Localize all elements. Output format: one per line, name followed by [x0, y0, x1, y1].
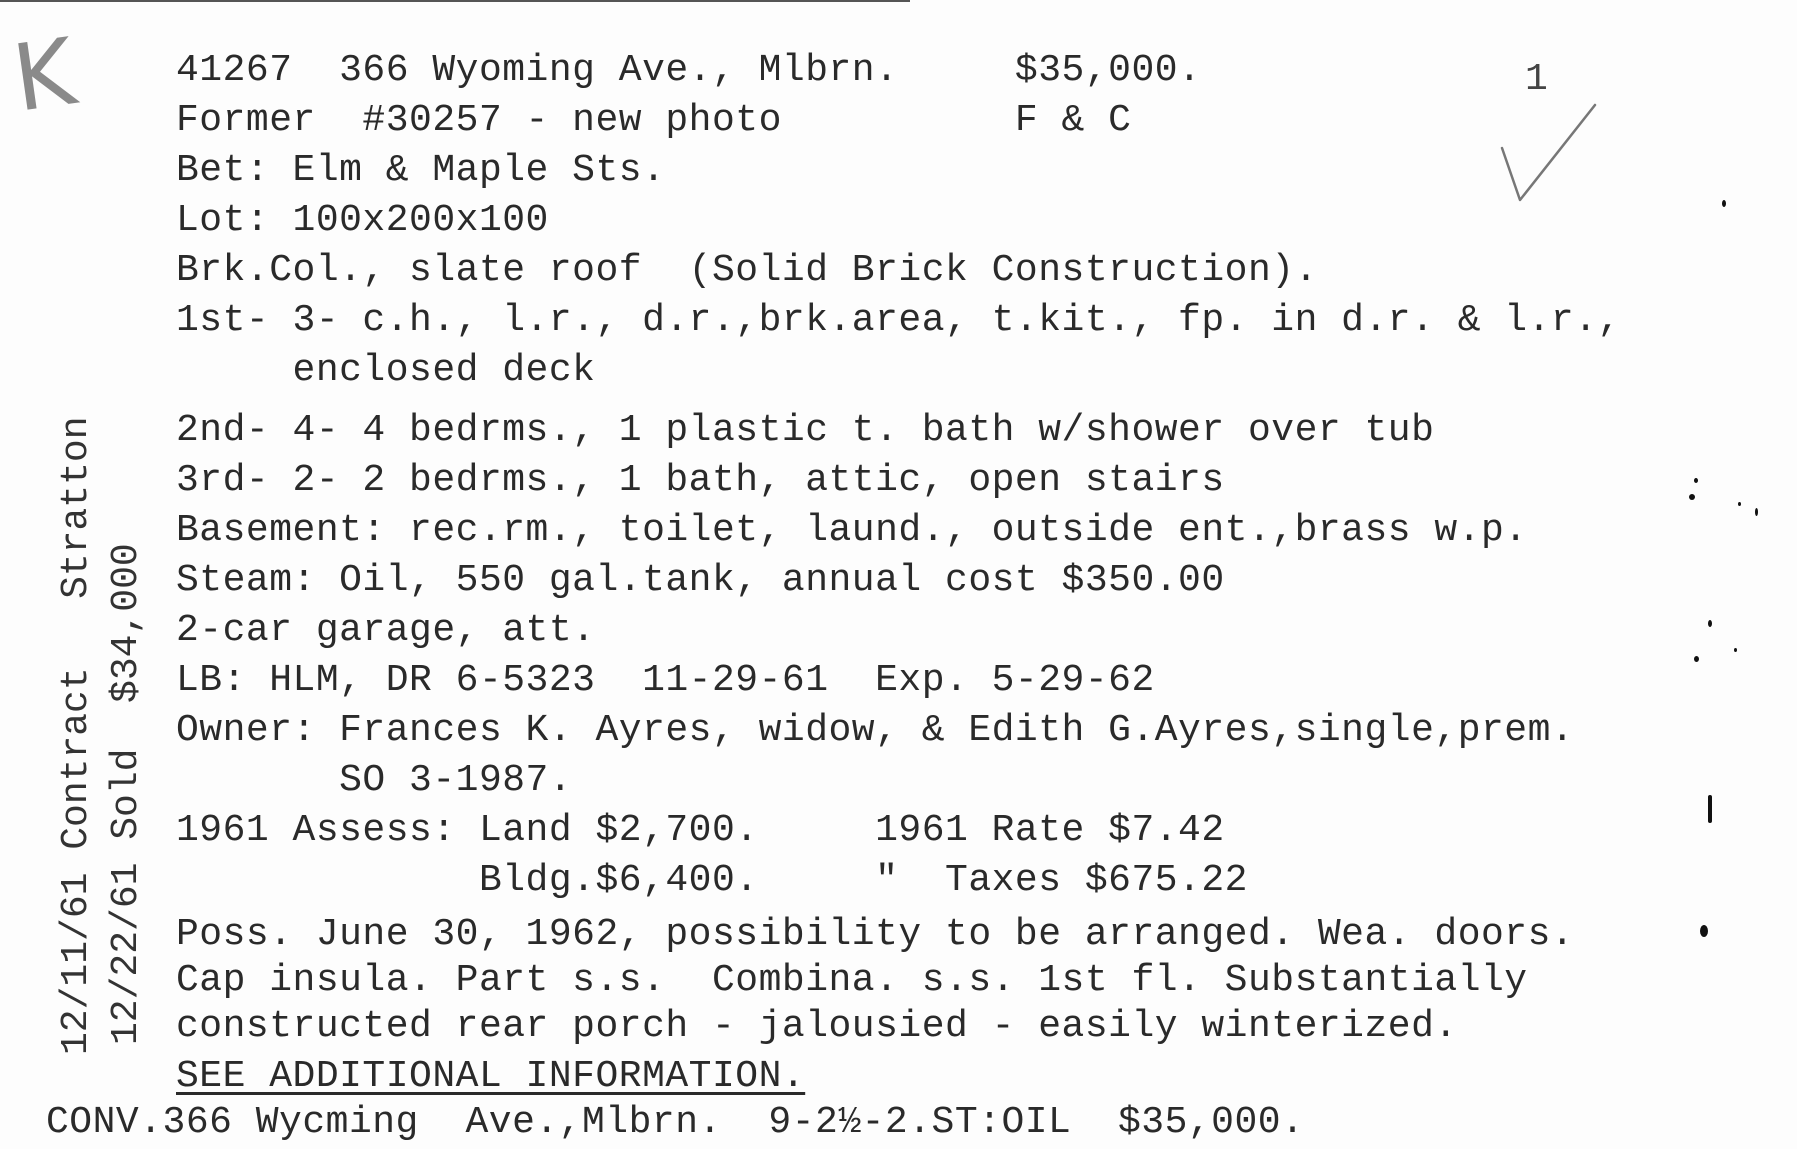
line-first-floor-cont: enclosed deck — [176, 349, 596, 392]
line-steam: Steam: Oil, 550 gal.tank, annual cost $350.00 — [176, 559, 1225, 602]
top-edge-line — [0, 0, 910, 2]
line-owner-phone: SO 3-1987. — [176, 759, 573, 802]
conv-footer-line: CONV.366 Wycming Ave.,Mlbrn. 9-2½-2.ST:OIL $35,000. — [46, 1101, 1305, 1144]
line-listing-broker: LB: HLM, DR 6-5323 11-29-61 Exp. 5-29-62 — [176, 659, 1155, 702]
side-note-contract: 12/11/61 Contract Stratton — [55, 416, 98, 1055]
line-between: Bet: Elm & Maple Sts. — [176, 149, 666, 192]
line-construction: Brk.Col., slate roof (Solid Brick Construction). — [176, 249, 1318, 292]
side-note-sold: 12/22/61 Sold $34,000 — [105, 543, 148, 1045]
card-number: 1 — [1525, 58, 1548, 101]
line-assess-land: 1961 Assess: Land $2,700. 1961 Rate $7.42 — [176, 809, 1225, 852]
line-former: Former #30257 - new photo F & C — [176, 99, 1132, 142]
line-porch: constructed rear porch - jalousied - easily winterized. — [176, 1005, 1458, 1048]
line-lot: Lot: 100x200x100 — [176, 199, 549, 242]
handwritten-k-mark: K — [6, 18, 82, 133]
line-possession: Poss. June 30, 1962, possibility to be arranged. Wea. doors. — [176, 913, 1575, 956]
checkmark-icon — [1490, 100, 1610, 210]
line-header: 41267 366 Wyoming Ave., Mlbrn. $35,000. — [176, 49, 1202, 92]
see-additional-info: SEE ADDITIONAL INFORMATION. — [176, 1055, 806, 1098]
line-garage: 2-car garage, att. — [176, 609, 596, 652]
line-second-floor: 2nd- 4- 4 bedrms., 1 plastic t. bath w/shower over tub — [176, 409, 1435, 452]
line-assess-bldg: Bldg.$6,400. " Taxes $675.22 — [176, 859, 1248, 902]
line-insulation: Cap insula. Part s.s. Combina. s.s. 1st fl. Substantially — [176, 959, 1528, 1002]
line-third-floor: 3rd- 2- 2 bedrms., 1 bath, attic, open stairs — [176, 459, 1225, 502]
line-first-floor: 1st- 3- c.h., l.r., d.r.,brk.area, t.kit., fp. in d.r. & l.r., — [176, 299, 1621, 342]
line-owner: Owner: Frances K. Ayres, widow, & Edith G.Ayres,single,prem. — [176, 709, 1575, 752]
line-basement: Basement: rec.rm., toilet, laund., outside ent.,brass w.p. — [176, 509, 1528, 552]
